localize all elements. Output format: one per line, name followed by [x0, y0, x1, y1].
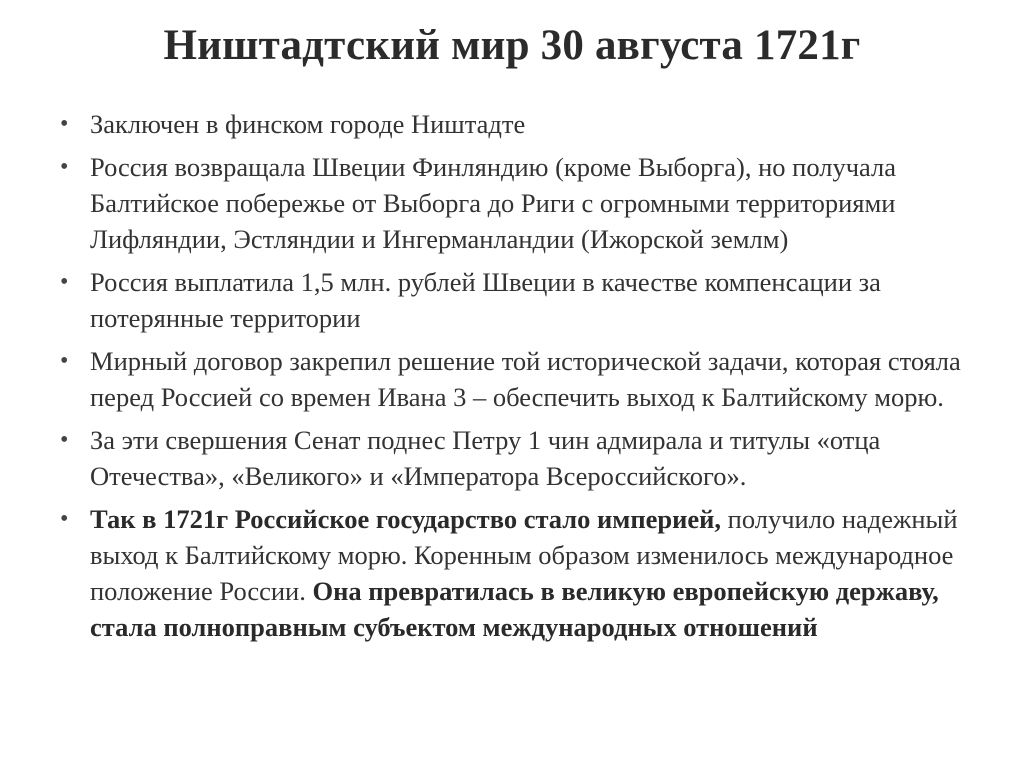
bullet-text: Заключен в финском городе Ништадте: [90, 109, 526, 139]
bullet-item: [60, 106, 990, 142]
bullet-text: За эти свершения Сенат поднес Петру 1 чин адмирала и титулы «отца Отечества», «Великого» и «Императора Всероссийского».: [90, 425, 881, 491]
bullet-text: Россия выплатила 1,5 млн. рублей Швеции в качестве компенсации за потерянные территории: [90, 267, 881, 333]
bullet-text: Россия возвращала Швеции Финляндию (кроме Выборга), но получала Балтийское побережье от Выборга до Риги с огромными территориями Лифляндии, Эстляндии и Ингерманландии (Ижорской землм): [90, 152, 897, 254]
bullet-dot-icon: •: [60, 348, 69, 374]
bullet-text-bold-lead: Так в 1721г Российское государство стало империей,: [90, 504, 722, 534]
slide-title: Ништадтский мир 30 августа 1721г: [163, 22, 861, 69]
bullet-dot-icon: •: [60, 506, 69, 532]
bullet-item: [60, 501, 990, 645]
bullet-dot-icon: •: [60, 269, 69, 295]
bullet-dot-icon: •: [60, 111, 69, 137]
bullet-item: [60, 422, 990, 494]
bullet-dot-icon: •: [60, 154, 69, 180]
bullet-text: Мирный договор закрепил решение той исторической задачи, которая стояла перед Россией со времен Ивана 3 – обеспечить выход к Балтийскому морю.: [90, 346, 961, 412]
bullet-text-bold-conclusion: Она превратилась в великую европейскую державу, стала полноправным субъектом международных отношений: [90, 576, 939, 642]
bullet-item: [60, 343, 990, 415]
bullet-dot-icon: •: [60, 427, 69, 453]
bullet-list: [60, 106, 990, 652]
bullet-text-regular: получило надежный выход к Балтийскому морю. Коренным образом изменилось международное положение России.: [90, 504, 958, 606]
bullet-item: [60, 264, 990, 336]
bullet-item: [60, 149, 990, 257]
